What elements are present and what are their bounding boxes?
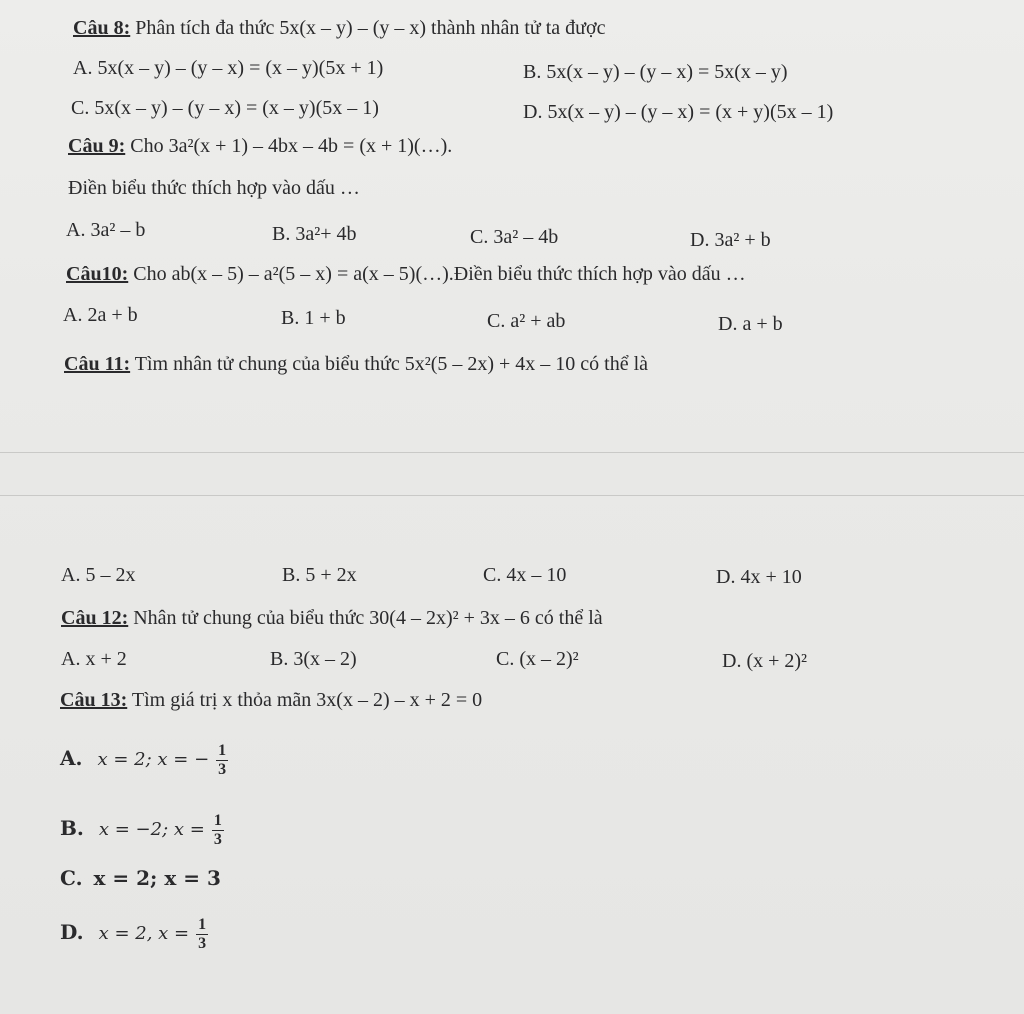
question-8-text: Phân tích đa thức 5x(x – y) – (y – x) thành nhân tử ta được bbox=[135, 17, 606, 39]
question-11 bbox=[64, 352, 648, 376]
question-8-option-a[interactable]: A. 5x(x – y) – (y – x) = (x – y)(5x + 1) bbox=[73, 57, 384, 79]
question-11-option-a[interactable]: A. 5 – 2x bbox=[61, 564, 136, 586]
question-11-option-b[interactable]: B. 5 + 2x bbox=[282, 564, 357, 586]
question-13-option-b-fraction bbox=[212, 812, 224, 849]
fraction-denominator: 3 bbox=[213, 831, 222, 848]
question-9-option-c[interactable]: C. 3a² – 4b bbox=[470, 226, 559, 248]
question-9 bbox=[68, 134, 452, 158]
question-12-option-c[interactable]: C. (x – 2)² bbox=[496, 648, 579, 670]
question-13-option-b[interactable] bbox=[60, 812, 224, 849]
question-13-label: Câu 13: bbox=[60, 689, 128, 711]
question-12-label: Câu 12: bbox=[61, 607, 129, 629]
question-13-option-d-fraction bbox=[196, 916, 208, 953]
question-9-text: Cho 3a²(x + 1) – 4bx – 4b = (x + 1)(…). bbox=[130, 135, 453, 157]
question-9-option-d[interactable]: D. 3a² + b bbox=[690, 229, 771, 251]
question-12-option-b[interactable]: B. 3(x – 2) bbox=[270, 648, 357, 670]
question-13-option-d-expr: x = 2, x = bbox=[98, 923, 190, 945]
question-10-label: Câu10: bbox=[66, 263, 129, 285]
question-11-text: Tìm nhân tử chung của biểu thức 5x²(5 – 2x) + 4x – 10 có thể là bbox=[134, 353, 649, 375]
question-13 bbox=[60, 688, 482, 712]
question-8-label: Câu 8: bbox=[73, 17, 131, 39]
question-9-option-b[interactable]: B. 3a²+ 4b bbox=[272, 223, 357, 245]
question-10-option-b[interactable]: B. 1 + b bbox=[281, 307, 346, 329]
question-13-option-a-letter: A. bbox=[60, 746, 83, 771]
fraction-numerator: 1 bbox=[213, 812, 222, 829]
question-8 bbox=[73, 16, 605, 40]
question-13-option-a-expr: x = 2; x = − bbox=[97, 749, 210, 771]
question-13-option-a-fraction bbox=[216, 742, 228, 779]
question-10-text: Cho ab(x – 5) – a²(5 – x) = a(x – 5)(…).Điền biểu thức thích hợp vào dấu … bbox=[133, 263, 746, 285]
question-10-option-a[interactable]: A. 2a + b bbox=[63, 304, 138, 326]
fraction-numerator: 1 bbox=[198, 916, 207, 933]
question-11-label: Câu 11: bbox=[64, 353, 131, 375]
question-8-option-d[interactable]: D. 5x(x – y) – (y – x) = (x + y)(5x – 1) bbox=[523, 101, 834, 123]
question-8-option-c[interactable]: C. 5x(x – y) – (y – x) = (x – y)(5x – 1) bbox=[71, 97, 379, 119]
question-12-text: Nhân tử chung của biểu thức 30(4 – 2x)² + 3x – 6 có thể là bbox=[133, 607, 603, 629]
question-10-option-c[interactable]: C. a² + ab bbox=[487, 310, 566, 332]
question-12-option-d[interactable]: D. (x + 2)² bbox=[722, 650, 808, 672]
question-9-subtext: Điền biểu thức thích hợp vào dấu … bbox=[68, 177, 360, 199]
question-13-option-d[interactable] bbox=[60, 916, 208, 953]
question-12 bbox=[61, 606, 603, 630]
screen-gap-band bbox=[0, 452, 1024, 496]
question-11-option-d[interactable]: D. 4x + 10 bbox=[716, 566, 802, 588]
question-9-option-a[interactable]: A. 3a² – b bbox=[66, 219, 146, 241]
fraction-denominator: 3 bbox=[218, 761, 227, 778]
fraction-numerator: 1 bbox=[218, 742, 227, 759]
question-13-option-c[interactable] bbox=[60, 866, 221, 891]
question-11-option-c[interactable]: C. 4x – 10 bbox=[483, 564, 567, 586]
question-10 bbox=[66, 262, 746, 286]
question-13-option-a[interactable] bbox=[60, 742, 228, 779]
question-13-option-c-expr: x = 2; x = 3 bbox=[93, 866, 221, 890]
question-13-option-b-letter: B. bbox=[60, 816, 84, 841]
question-12-option-a[interactable]: A. x + 2 bbox=[61, 648, 127, 670]
question-13-option-d-letter: D. bbox=[60, 920, 84, 945]
question-10-option-d[interactable]: D. a + b bbox=[718, 313, 783, 335]
question-9-label: Câu 9: bbox=[68, 135, 126, 157]
question-13-option-c-letter: C. bbox=[60, 866, 83, 890]
question-13-option-b-expr: x = −2; x = bbox=[98, 819, 205, 841]
question-13-text: Tìm giá trị x thỏa mãn 3x(x – 2) – x + 2 = 0 bbox=[131, 689, 483, 711]
fraction-denominator: 3 bbox=[198, 935, 207, 952]
question-8-option-b[interactable]: B. 5x(x – y) – (y – x) = 5x(x – y) bbox=[523, 61, 788, 83]
